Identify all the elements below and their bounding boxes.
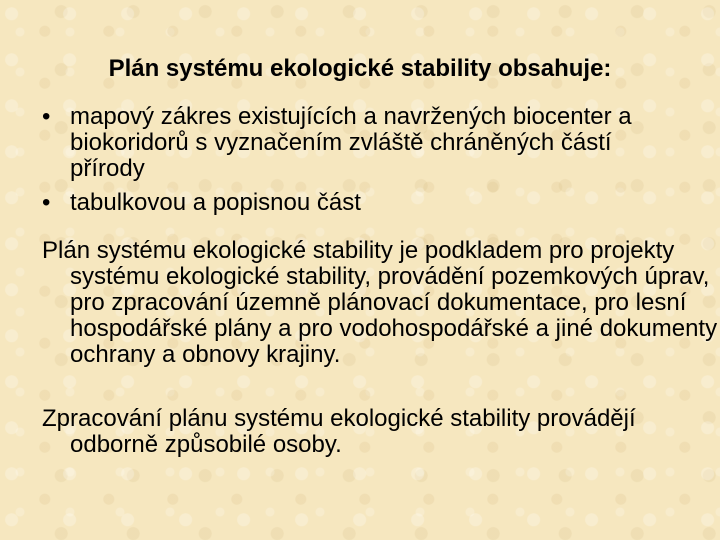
bullet-text: tabulkovou a popisnou část [70,189,361,216]
bullet-list [42,104,692,224]
bullet-item [42,190,692,216]
paragraph-processing: Zpracování plánu systému ekologické stability provádějí odborně způsobilé osoby. [42,405,636,458]
bullet-dot: • [42,103,51,130]
bullet-dot: • [42,189,51,216]
bullet-text: mapový zákres existujících a navržených biocenter a biokoridorů s vyznačením zvláště chráněných částí přírody [70,103,632,182]
bullet-item [42,104,692,182]
slide-title: Plán systému ekologické stability obsahuje: [108,55,612,82]
paragraph-purpose: Plán systému ekologické stability je podkladem pro projekty systému ekologické stability, provádění pozemkových úprav, pro zpracování územně plánovací dokumentace, pro lesní hospodářské plány a pro vodohospodářské a jiné dokumenty ochrany a obnovy krajiny. [42,237,718,368]
